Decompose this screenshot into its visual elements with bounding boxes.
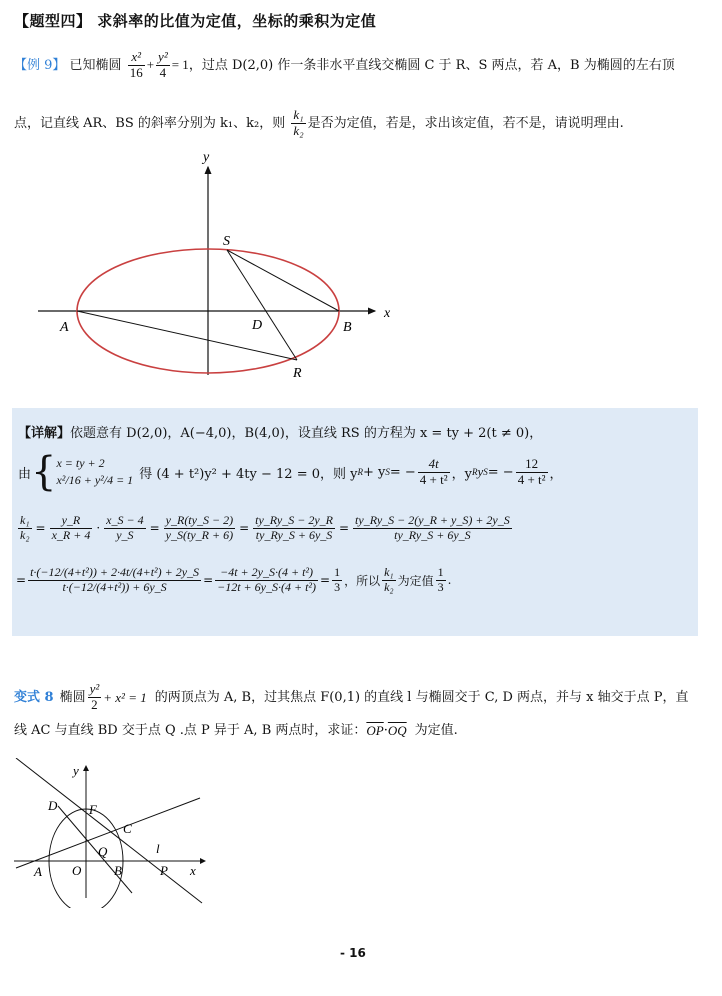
variant-8-line-1: 变式 8 椭圆 $\frac{\text{y²}}{2}$ + x² = 1 的两顶点为 A, B，过其焦点 F(0,1) 的直线 l 与椭圆交于 C, D 两点，并与 x 轴交于点 P，直	[14, 681, 689, 712]
ellipse-rhs: = 1	[171, 56, 189, 72]
result-fraction: $\frac{1}{3}$	[334, 565, 341, 594]
label-x: x	[384, 306, 391, 321]
variant-8-tag: 变式 8	[14, 689, 54, 705]
fraction-10	[353, 514, 512, 543]
example-9-text-d: 是否为定值，若是，求出该定值，若不是，请说明理由.	[307, 115, 624, 131]
label-S: S	[223, 234, 230, 249]
fig2-label-x: x	[190, 863, 196, 878]
denominator: y_S	[116, 527, 134, 542]
operator: ·	[96, 521, 101, 536]
fraction-0	[18, 514, 32, 543]
example-9-line-2	[14, 108, 624, 139]
page-number: - 16	[340, 946, 366, 960]
numerator: ty_Ry_S − 2(y_R + y_S) + 2y_S	[355, 513, 510, 527]
fraction-6	[164, 514, 235, 543]
solution-you: 由	[18, 466, 32, 482]
slope-ratio: $\frac{\text{k₁}}{\text{k₂}}$	[293, 107, 304, 138]
numerator: y_R(ty_S − 2)	[165, 513, 234, 527]
operator: =	[35, 521, 46, 536]
operator: =	[338, 521, 350, 536]
fraction-8	[253, 514, 335, 543]
denominator: ty_Ry_S + 6y_S	[394, 527, 471, 542]
big-fraction-1: $\frac{\text{t·(−12/(4+t²)) + 2·4t/(4+t²) + 2y\_S}}{\text{t·(−12/(4+t²)) + 6y\_S}}$	[30, 565, 200, 594]
fig2-label-F: F	[89, 802, 97, 817]
denominator: y_S(ty_R + 6)	[165, 527, 234, 542]
vector-OP: $\overline{OP}$	[366, 723, 384, 738]
operator: =	[239, 521, 250, 536]
ellipse-y-term: $\frac{\text{y²}}{4}$	[158, 49, 168, 80]
system-brace: {	[31, 449, 57, 495]
ellipse-figure	[30, 145, 400, 385]
variant-ellipse-term: $\frac{\text{y²}}{2}$	[89, 681, 100, 712]
fraction-2	[50, 514, 93, 543]
label-D: D	[252, 318, 263, 333]
fig2-label-Q: Q	[98, 844, 108, 859]
fig2-label-O: O	[72, 863, 82, 878]
line-AC	[16, 798, 200, 868]
label-R: R	[293, 366, 302, 381]
section-heading: 【题型四】 求斜率的比值为定值，坐标的乘积为定值	[14, 12, 377, 30]
fig2-label-y: y	[73, 763, 79, 778]
fig2-label-C: C	[123, 821, 132, 836]
fraction-4	[104, 514, 145, 543]
ellipse-x-term: $\frac{\text{x²}}{16}$	[129, 49, 143, 80]
operator: =	[149, 521, 160, 536]
vector-OQ: $\overline{OQ}$	[387, 723, 407, 738]
line-l	[16, 758, 202, 903]
label-A: A	[60, 320, 69, 335]
numerator: x_S − 4	[106, 513, 144, 527]
numerator: ty_Ry_S − 2y_R	[255, 513, 333, 527]
variant-8-line-2: 线 AC 与直线 BD 交于点 Q .点 P 异于 A, B 两点时，求证： $\overline{OP}$ · $\overline{OQ}$ 为定值.	[14, 723, 458, 738]
big-fraction-2: $\frac{\text{−4t + 2y\_S·(4 + t²)}}{\text{−12t + 6y\_S·(4 + t²)}}$	[217, 565, 317, 594]
label-y: y	[203, 150, 210, 165]
fig2-label-l: l	[156, 841, 160, 856]
numerator: k₁	[20, 513, 30, 527]
variant-figure	[10, 758, 220, 908]
denominator: x_R + 4	[51, 527, 91, 542]
solution-line-4: = $\frac{\text{t·(−12/(4+t²)) + 2·4t/(4+t²) + 2y\_S}}{\text{t·(−12/(4+t²)) + 6y\_S}}$ = $\frac{\text{−4t + 2y\_S·(4 + t²)}}{\text{−12t + 6y\_S·(4 + t²)}}$ = $\frac{1}{3}$ ，所以 $\frac{\text{k₁}}{\text{k₂}}$ 为定值 $\frac{1}{3}$ .	[16, 565, 452, 594]
label-B: B	[343, 320, 352, 335]
example-9-intro: 已知椭圆	[69, 57, 122, 73]
example-9-text-b: ，过点 D(2,0) 作一条非水平直线交椭圆 C 于 R、S 两点，若 A，B 为椭圆的左右顶	[188, 57, 675, 73]
example-9-text-c: 点，记直线 AR、BS 的斜率分别为 k₁、k₂，则	[14, 115, 286, 131]
fig2-label-D: D	[48, 798, 58, 813]
fig2-label-B: B	[114, 863, 122, 878]
numerator: y_R	[50, 514, 93, 529]
solution-text-1: 依题意有 D(2,0)，A(−4,0)，B(4,0)，设直线 RS 的方程为 x = ty + 2(t ≠ 0)，	[70, 426, 543, 441]
denominator: k₂	[20, 527, 30, 542]
solution-tag: 【详解】	[18, 426, 71, 441]
equation-system: x = ty + 2 x²/16 + y²/4 = 1	[56, 456, 134, 487]
solution-line-2: 由 { x = ty + 2 x²/16 + y²/4 = 1 得 (4 + t²)y² + 4ty − 12 = 0，则 y R + y S = − $\frac{4t}{\text{4 + t²}}$ ，y R y S = − $\frac{12}{\text{4 + t²}}$ ，	[18, 449, 563, 495]
fig2-label-P: P	[160, 863, 168, 878]
fig2-label-A: A	[34, 864, 42, 879]
example-9-line-1: 【例 9】 已知椭圆 $\frac{\text{x²}}{16}$ + $\frac{\text{y²}}{4}$ = 1，过点 D(2,0) 作一条非水平直线交椭圆 C 于 R、S 两点，若 A，B 为椭圆的左右顶	[14, 49, 675, 80]
solution-line-1	[18, 422, 542, 441]
example-9-tag: 【例 9】	[14, 57, 66, 73]
line-SR	[227, 250, 297, 360]
solution-line-3	[16, 514, 514, 543]
denominator: ty_Ry_S + 6y_S	[255, 527, 333, 542]
